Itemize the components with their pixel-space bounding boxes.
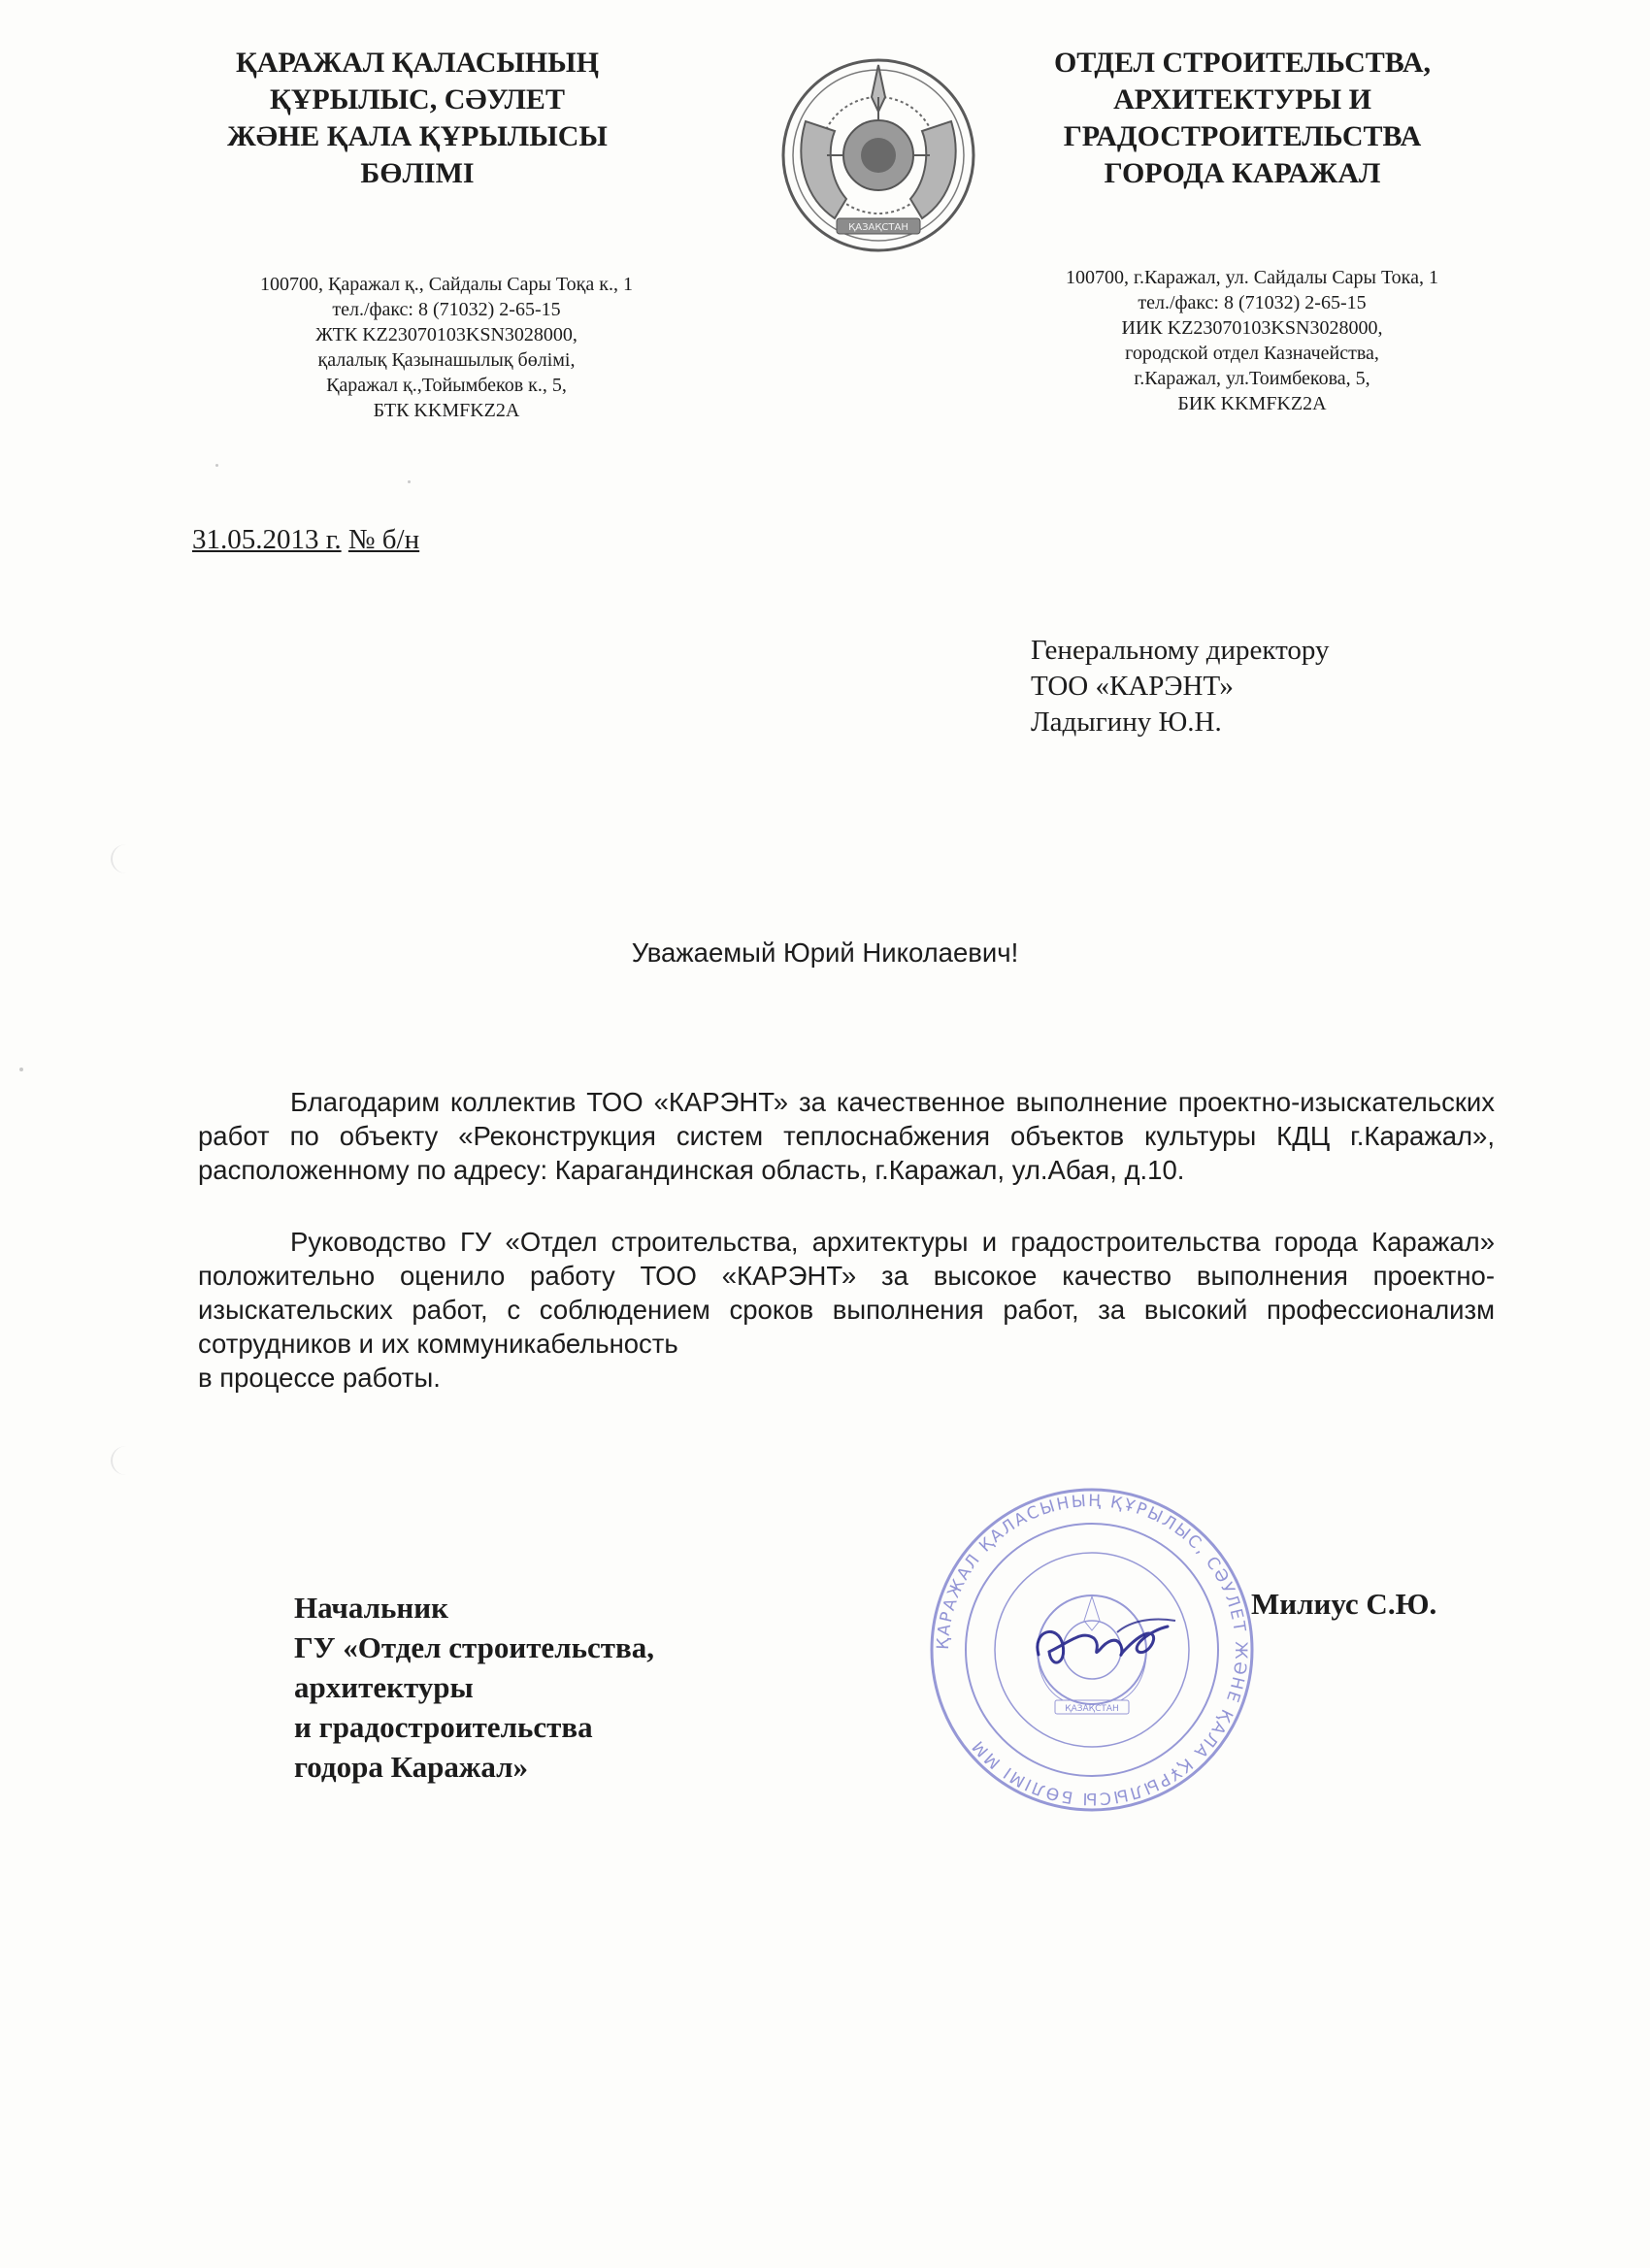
position-line: архитектуры <box>294 1670 474 1704</box>
document-reference <box>192 524 419 556</box>
body-paragraph: Благодарим коллектив ТОО «КАРЭНТ» за качественное выполнение проектно-изыскательских работ по объекту «Реконструкция систем теплоснабжения объектов культуры КДЦ г.Каражал», расположенному по адресу: Карагандинская область, г.Каражал, ул.Абая, д.10. <box>198 1087 1495 1185</box>
kazakh-address-line: тел./факс: 8 (71032) 2-65-15 <box>332 299 561 320</box>
handwritten-signature <box>1038 1627 1168 1662</box>
kazakh-title-line: БӨЛІМІ <box>360 157 475 189</box>
addressee-line: ТОО «КАРЭНТ» <box>1031 671 1234 702</box>
russian-title-line: ГОРОДА КАРАЖАЛ <box>1104 157 1381 189</box>
letterhead-russian-title <box>1019 45 1466 192</box>
addressee-line: Генеральному директору <box>1031 635 1330 666</box>
kazakh-address-line: қалалық Қазынашылық бөлімі, <box>317 349 576 371</box>
signatory-position <box>294 1588 654 1787</box>
kazakh-address-line: ЖТК KZ23070103KSN3028000, <box>315 324 578 345</box>
kazakh-address-line: 100700, Қаражал қ., Сайдалы Сары Тоқа к., 1 <box>260 274 633 295</box>
russian-title-line: ОТДЕЛ СТРОИТЕЛЬСТВА, <box>1053 47 1432 79</box>
letterhead-russian-address <box>1009 265 1495 416</box>
kazakh-title-line: ҚАРАЖАЛ ҚАЛАСЫНЫҢ <box>236 47 599 79</box>
scan-artifact <box>408 480 411 483</box>
signatory-name: Милиус С.Ю. <box>1251 1587 1437 1621</box>
kazakh-title-line: ҚҰРЫЛЫС, СӘУЛЕТ <box>270 83 565 115</box>
russian-address-line: городской отдел Казначейства, <box>1125 343 1379 364</box>
salutation: Уважаемый Юрий Николаевич! <box>631 937 1019 968</box>
position-line: и градостроительства <box>294 1710 593 1744</box>
russian-address-line: ИИК KZ23070103KSN3028000, <box>1121 317 1383 339</box>
scan-artifact <box>111 1446 142 1475</box>
letter-body <box>198 1085 1495 1395</box>
position-line: ГУ «Отдел строительства, <box>294 1630 654 1664</box>
svg-text:ҚАРАЖАЛ ҚАЛАСЫНЫҢ ҚҰРЫЛЫС, СӘУ <box>934 1492 1250 1808</box>
addressee-line: Ладыгину Ю.Н. <box>1031 707 1222 738</box>
russian-title-line: ГРАДОСТРОИТЕЛЬСТВА <box>1063 120 1422 152</box>
kazakh-title-line: ЖӘНЕ ҚАЛА ҚҰРЫЛЫСЫ <box>227 120 608 152</box>
official-stamp-graphic <box>927 1485 1257 1815</box>
stamp-outer-text: ҚАРАЖАЛ ҚАЛАСЫНЫҢ ҚҰРЫЛЫС, СӘУЛЕТ ЖӘНЕ ҚАЛА ҚҰРЫЛЫСЫ БӨЛІМІ ММ <box>933 1491 1251 1809</box>
document-date: 31.05.2013 г. <box>192 524 342 555</box>
body-paragraph: Руководство ГУ «Отдел строительства, архитектуры и градостроительства города Каражал» положительно оценило работу ТОО «КАРЭНТ» за высокое качество выполнения проектно-изыскательских работ, с соблюдением сроков выполнения работ, за высокий профессионализм сотрудников и их коммуникабельность <box>198 1227 1495 1359</box>
russian-address-line: 100700, г.Каражал, ул. Сайдалы Сары Тока, 1 <box>1066 267 1438 288</box>
scan-artifact <box>111 844 142 873</box>
document-number: № б/н <box>347 524 420 555</box>
russian-address-line: тел./факс: 8 (71032) 2-65-15 <box>1138 292 1367 313</box>
kazakh-address-line: БТК KKMFKZ2A <box>373 400 520 421</box>
position-line: годора Каражал» <box>294 1750 529 1784</box>
letterhead-kazakh-address <box>194 272 699 423</box>
stamp-center-label: ҚАЗАҚСТАН <box>1065 1704 1119 1714</box>
addressee <box>1031 633 1329 740</box>
position-line: Начальник <box>294 1591 448 1625</box>
russian-address-line: г.Каражал, ул.Тоимбекова, 5, <box>1134 368 1370 389</box>
russian-address-line: БИК KKMFKZ2A <box>1177 393 1327 414</box>
scan-artifact <box>19 1068 23 1071</box>
emblem-label: ҚАЗАҚСТАН <box>848 222 908 233</box>
russian-title-line: АРХИТЕКТУРЫ И <box>1113 83 1371 115</box>
body-paragraph-ending: в процессе работы. <box>198 1363 441 1393</box>
letterhead-kazakh-title <box>165 45 670 192</box>
scan-artifact <box>215 464 218 467</box>
state-emblem <box>776 53 980 257</box>
state-emblem-graphic <box>776 53 980 257</box>
official-stamp <box>927 1485 1257 1815</box>
kazakh-address-line: Қаражал қ.,Тойымбеков к., 5, <box>326 375 567 396</box>
